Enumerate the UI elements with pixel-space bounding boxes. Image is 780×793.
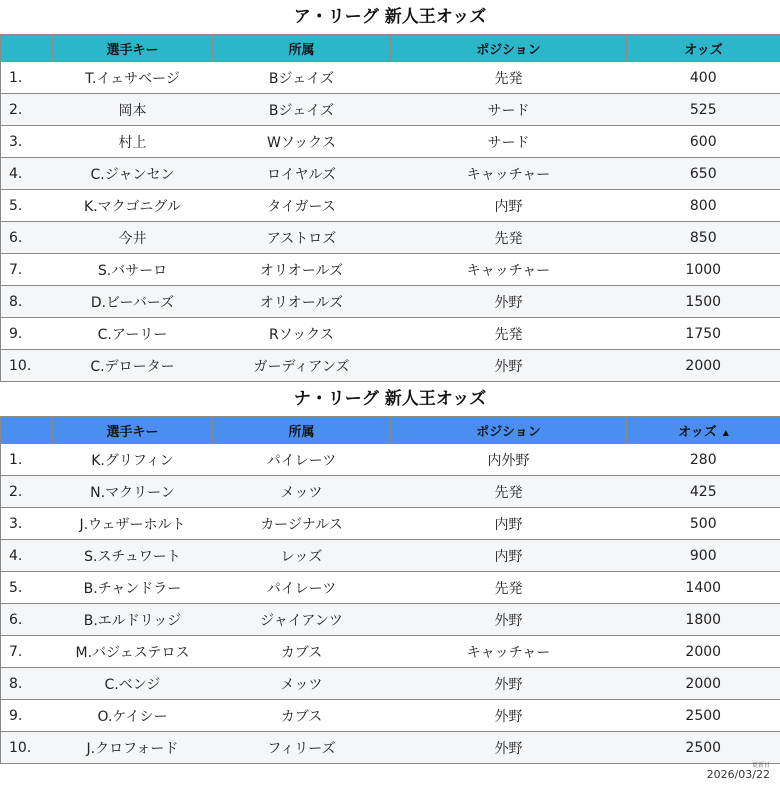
table-row <box>1 508 780 540</box>
player-cell: C.デローター <box>53 350 213 382</box>
position-cell: キャッチャー <box>391 158 627 190</box>
table-row <box>1 350 780 382</box>
player-cell: J.クロフォード <box>53 732 213 764</box>
rank-cell: 1. <box>1 62 53 94</box>
al-odds-table <box>0 34 780 382</box>
nl-header-team[interactable]: 所属 <box>213 417 391 444</box>
rank-cell: 9. <box>1 318 53 350</box>
odds-cell: 800 <box>627 190 780 222</box>
odds-cell: 1400 <box>627 572 780 604</box>
team-cell: メッツ <box>213 668 391 700</box>
position-cell: 先発 <box>391 572 627 604</box>
player-cell: S.バサーロ <box>53 254 213 286</box>
table-row <box>1 668 780 700</box>
odds-cell: 600 <box>627 126 780 158</box>
player-cell: D.ビーバーズ <box>53 286 213 318</box>
table-row <box>1 62 780 94</box>
odds-cell: 525 <box>627 94 780 126</box>
team-cell: タイガース <box>213 190 391 222</box>
al-header-rank <box>1 35 53 62</box>
odds-cell: 2000 <box>627 636 780 668</box>
team-cell: Bジェイズ <box>213 94 391 126</box>
nl-header-row <box>1 417 780 444</box>
rank-cell: 4. <box>1 540 53 572</box>
odds-cell: 425 <box>627 476 780 508</box>
player-cell: K.マクゴニグル <box>53 190 213 222</box>
team-cell: Rソックス <box>213 318 391 350</box>
position-cell: 外野 <box>391 286 627 318</box>
odds-cell: 280 <box>627 444 780 476</box>
rank-cell: 1. <box>1 444 53 476</box>
al-header-player[interactable]: 選手キー <box>53 35 213 62</box>
team-cell: アストロズ <box>213 222 391 254</box>
rank-cell: 7. <box>1 254 53 286</box>
position-cell: 先発 <box>391 222 627 254</box>
odds-cell: 2000 <box>627 668 780 700</box>
team-cell: Wソックス <box>213 126 391 158</box>
rank-cell: 6. <box>1 604 53 636</box>
team-cell: カブス <box>213 700 391 732</box>
table-row <box>1 700 780 732</box>
team-cell: レッズ <box>213 540 391 572</box>
table-row <box>1 222 780 254</box>
position-cell: 先発 <box>391 318 627 350</box>
table-row <box>1 444 780 476</box>
position-cell: キャッチャー <box>391 636 627 668</box>
team-cell: カージナルス <box>213 508 391 540</box>
rank-cell: 9. <box>1 700 53 732</box>
player-cell: C.アーリー <box>53 318 213 350</box>
odds-cell: 850 <box>627 222 780 254</box>
player-cell: T.イェサベージ <box>53 62 213 94</box>
table-row <box>1 604 780 636</box>
player-cell: B.エルドリッジ <box>53 604 213 636</box>
odds-cell: 1800 <box>627 604 780 636</box>
rank-cell: 5. <box>1 572 53 604</box>
rank-cell: 10. <box>1 350 53 382</box>
position-cell: サード <box>391 94 627 126</box>
odds-cell: 500 <box>627 508 780 540</box>
team-cell: カブス <box>213 636 391 668</box>
table-row <box>1 94 780 126</box>
player-cell: 岡本 <box>53 94 213 126</box>
rank-cell: 5. <box>1 190 53 222</box>
table-row <box>1 158 780 190</box>
team-cell: オリオールズ <box>213 254 391 286</box>
table-row <box>1 190 780 222</box>
player-cell: C.ベンジ <box>53 668 213 700</box>
nl-odds-table <box>0 416 780 764</box>
updated-date: 2026/03/22 <box>706 768 770 781</box>
table-row <box>1 476 780 508</box>
odds-cell: 1500 <box>627 286 780 318</box>
nl-table-body <box>1 444 780 764</box>
sort-ascending-icon[interactable]: ▲ <box>722 427 729 437</box>
team-cell: オリオールズ <box>213 286 391 318</box>
nl-header-odds[interactable] <box>627 417 780 444</box>
odds-cell: 1750 <box>627 318 780 350</box>
player-cell: O.ケイシー <box>53 700 213 732</box>
player-cell: S.スチュワート <box>53 540 213 572</box>
team-cell: メッツ <box>213 476 391 508</box>
team-cell: フィリーズ <box>213 732 391 764</box>
position-cell: 内野 <box>391 508 627 540</box>
table-row <box>1 254 780 286</box>
position-cell: 先発 <box>391 476 627 508</box>
odds-cell: 900 <box>627 540 780 572</box>
odds-cell: 400 <box>627 62 780 94</box>
rank-cell: 2. <box>1 94 53 126</box>
al-header-row <box>1 35 780 62</box>
table-row <box>1 126 780 158</box>
rank-cell: 3. <box>1 508 53 540</box>
team-cell: ジャイアンツ <box>213 604 391 636</box>
al-section-title: ア・リーグ 新人王オッズ <box>293 7 487 27</box>
odds-cell: 650 <box>627 158 780 190</box>
player-cell: K.グリフィン <box>53 444 213 476</box>
position-cell: キャッチャー <box>391 254 627 286</box>
table-row <box>1 318 780 350</box>
nl-header-position[interactable]: ポジション <box>391 417 627 444</box>
al-header-position[interactable]: ポジション <box>391 35 627 62</box>
player-cell: C.ジャンセン <box>53 158 213 190</box>
team-cell: パイレーツ <box>213 572 391 604</box>
rank-cell: 8. <box>1 668 53 700</box>
rank-cell: 10. <box>1 732 53 764</box>
player-cell: M.バジェステロス <box>53 636 213 668</box>
table-row <box>1 572 780 604</box>
team-cell: パイレーツ <box>213 444 391 476</box>
rank-cell: 7. <box>1 636 53 668</box>
odds-cell: 2000 <box>627 350 780 382</box>
position-cell: 外野 <box>391 350 627 382</box>
odds-cell: 2500 <box>627 700 780 732</box>
position-cell: 先発 <box>391 62 627 94</box>
rank-cell: 2. <box>1 476 53 508</box>
rank-cell: 4. <box>1 158 53 190</box>
nl-header-odds-label: オッズ <box>678 424 717 440</box>
rank-cell: 8. <box>1 286 53 318</box>
player-cell: B.チャンドラー <box>53 572 213 604</box>
nl-section-title: ナ・リーグ 新人王オッズ <box>293 389 487 409</box>
table-row <box>1 286 780 318</box>
odds-cell: 1000 <box>627 254 780 286</box>
rank-cell: 6. <box>1 222 53 254</box>
team-cell: Bジェイズ <box>213 62 391 94</box>
position-cell: 外野 <box>391 700 627 732</box>
al-rookie-odds-section <box>0 0 780 382</box>
position-cell: 内野 <box>391 190 627 222</box>
player-cell: 村上 <box>53 126 213 158</box>
al-header-team[interactable]: 所属 <box>213 35 391 62</box>
team-cell: ロイヤルズ <box>213 158 391 190</box>
nl-header-player[interactable]: 選手キー <box>53 417 213 444</box>
table-row <box>1 540 780 572</box>
player-cell: N.マクリーン <box>53 476 213 508</box>
updated-label: 更新日 <box>751 762 770 769</box>
position-cell: 外野 <box>391 604 627 636</box>
table-row <box>1 732 780 764</box>
nl-header-rank <box>1 417 53 444</box>
position-cell: 内外野 <box>391 444 627 476</box>
al-header-odds[interactable]: オッズ <box>627 35 780 62</box>
rank-cell: 3. <box>1 126 53 158</box>
odds-cell: 2500 <box>627 732 780 764</box>
position-cell: 外野 <box>391 732 627 764</box>
team-cell: ガーディアンズ <box>213 350 391 382</box>
table-row <box>1 636 780 668</box>
position-cell: 外野 <box>391 668 627 700</box>
position-cell: サード <box>391 126 627 158</box>
position-cell: 内野 <box>391 540 627 572</box>
player-cell: J.ウェザーホルト <box>53 508 213 540</box>
nl-rookie-odds-section <box>0 382 780 764</box>
al-table-body <box>1 62 780 382</box>
player-cell: 今井 <box>53 222 213 254</box>
